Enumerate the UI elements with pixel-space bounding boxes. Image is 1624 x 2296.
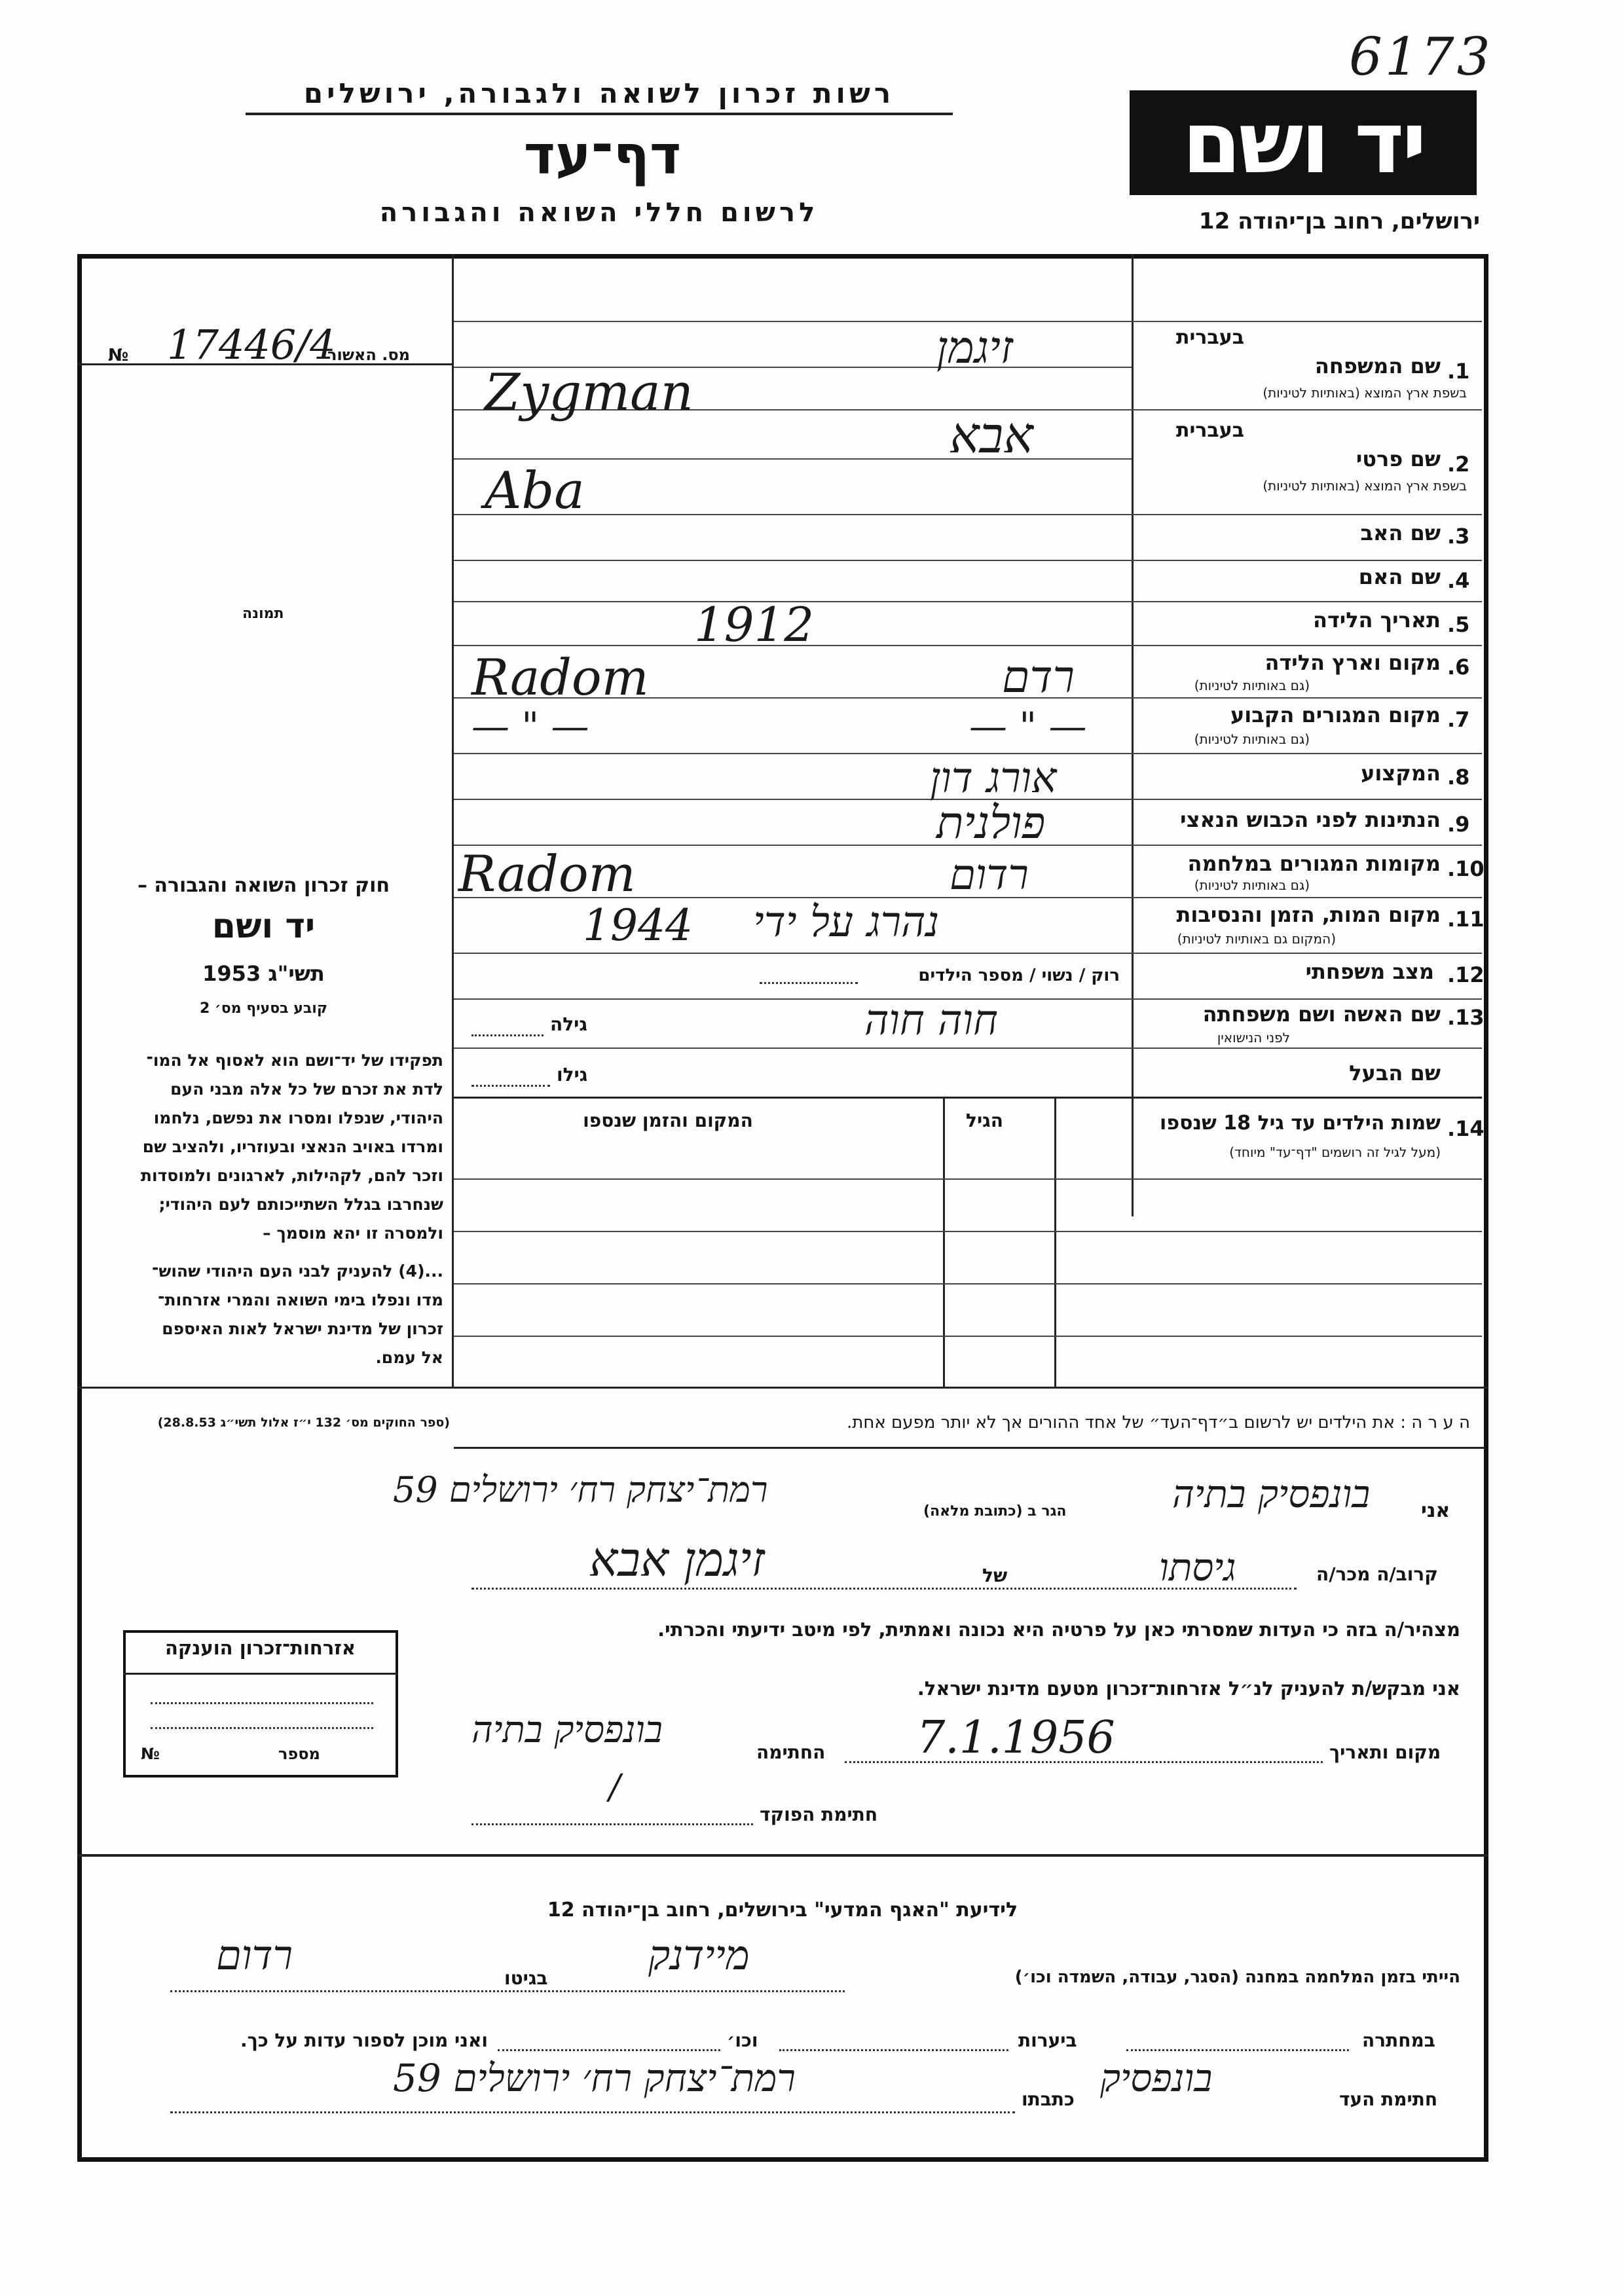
officer-dots [471, 1823, 753, 1825]
law-line: תפקידו של יד־ושם הוא לאסוף אל המו־ [146, 1051, 443, 1070]
citizenship-no-label: № [141, 1745, 160, 1763]
field-1-lang: בעברית [1176, 326, 1244, 349]
field-13-age-label: גילה [550, 1013, 587, 1035]
footer-title: לידיעת "האגף המדעי" בירושלים, רחוב בן־יהודה 12 [547, 1899, 1018, 1922]
field-11-number: 11. [1447, 907, 1485, 932]
serial-value: 17446/4 [167, 321, 336, 369]
officer-mark: / [609, 1768, 621, 1807]
field-10-value-latin: Radom [458, 845, 636, 903]
children-col-divider [1054, 1097, 1056, 1388]
field-9-number: 9. [1447, 812, 1470, 837]
field-2-number: 2. [1447, 452, 1470, 477]
citizenship-line [151, 1702, 373, 1704]
field-6-value-he: רדם [1002, 651, 1075, 703]
children-row [454, 1231, 1482, 1232]
law-line: ...(4) להעניק לבני העם היהודי שהוש־ [151, 1262, 443, 1281]
field-13-number: 13. [1447, 1005, 1485, 1030]
header-address: ירושלים, רחוב בן־יהודה 12 [1198, 208, 1480, 234]
resides-label: הגר ב (כתובת מלאה) [923, 1503, 1067, 1520]
field-14-number: 14. [1447, 1116, 1485, 1141]
children-note: ה ע ר ה : את הילדים יש לרשום ב״דף־העד״ של אחד ההורים אך לא יותר מפעם אחת. [846, 1413, 1470, 1432]
row-line [454, 514, 1482, 515]
law-line: וזכר להם, לקהילות, לארגונים ולמוסדות [140, 1166, 443, 1185]
field-2-lang: בעברית [1176, 419, 1244, 442]
field-2-label: שם פרטי [1356, 446, 1441, 471]
footer-ghetto-value: רדום [216, 1931, 293, 1979]
children-row [454, 1178, 1482, 1180]
field-13-age-dots [471, 1034, 544, 1036]
field-2-value-latin: Aba [485, 462, 585, 520]
row-line [454, 1097, 1482, 1099]
law-line: ומרדו באויב הנאצי ובעוזריו, ולהציב שם [142, 1137, 443, 1156]
field-10-number: 10. [1447, 856, 1485, 881]
law-line: שנחרבו בגלל השתייכותם לעם היהודי; [158, 1195, 443, 1214]
label-column-divider [1132, 254, 1134, 1216]
row-line [454, 601, 1482, 602]
yad-vashem-logo: יד ושם [1130, 90, 1477, 195]
relative-value: גיסתו [1159, 1545, 1236, 1590]
place-date-label: מקום ותאריך [1329, 1741, 1441, 1763]
field-8-number: 8. [1447, 765, 1470, 790]
institution-underline [246, 113, 953, 115]
law-line: זכרון של מדינת ישראל לאות האיספם [162, 1319, 443, 1338]
children-row [454, 1283, 1482, 1285]
footer-camp-label: הייתי בזמן המלחמה במחנה (הסגר, עבודה, השמדה וכו׳) [1014, 1967, 1460, 1987]
children-row [454, 1336, 1482, 1337]
serial-no-label: № [108, 346, 129, 365]
footer-underground-dots [1126, 2049, 1349, 2051]
field-10-sub: (גם באותיות לטיניות) [1194, 877, 1310, 893]
of-value: זיגמן אבא [589, 1532, 765, 1587]
footer-separator [77, 1854, 1488, 1857]
footer-etc-dots [498, 2049, 720, 2051]
field-7-value-he: — " — [969, 704, 1087, 748]
field-1-sub: בשפת ארץ המוצא (באותיות לטיניות) [1263, 385, 1467, 401]
field-11-value-year: 1944 [583, 900, 693, 951]
law-text [86, 1046, 443, 1372]
law-clause: קובע בסעיף מס׳ 2 [199, 1000, 328, 1017]
citizenship-box-rule [123, 1673, 398, 1675]
note-separator [454, 1447, 1485, 1449]
field-5-number: 5. [1447, 612, 1470, 637]
law-line: ולמסרה זו יהא מוסמך – [263, 1224, 443, 1243]
footer-underground-label: במחתרה [1362, 2030, 1435, 2051]
relative-dots [471, 1588, 1297, 1590]
form-title: דף־עד [523, 124, 682, 187]
institution-name: רשות זכרון לשואה ולגבורה, ירושלים [303, 77, 895, 109]
date-value: 7.1.1956 [917, 1712, 1115, 1764]
declarant-label: אני [1421, 1499, 1450, 1522]
row-line [454, 560, 1482, 561]
field-12-label: מצב משפחתי [1305, 959, 1434, 984]
children-col-age: הגיל [966, 1110, 1003, 1131]
field-11-value-he: נהרג על ידי [753, 898, 940, 947]
officer-signature-label: חתימת הפוקד [760, 1804, 878, 1825]
footer-line1-dots [170, 1990, 845, 1992]
field-2-value-he: אבא [950, 406, 1033, 464]
field-1-label: שם המשפחה [1314, 354, 1441, 378]
field-11-sub: (המקום גם באותיות לטיניות) [1177, 931, 1336, 947]
declaration-statement: מצהיר/ה בזה כי העדות שמסרתי כאן על פרטיה היא נכונה ואמתית, לפי מיטב ידיעתי והכרתי. [657, 1618, 1460, 1641]
row-line [454, 1048, 1482, 1049]
law-line: לדת את זכרם של כל אלה מבני העם [170, 1080, 443, 1099]
husband-age-dots [471, 1085, 550, 1087]
field-7-sub: (גם באותיות לטיניות) [1194, 731, 1310, 747]
field-6-number: 6. [1447, 655, 1470, 680]
field-9-label: הנתינות לפני הכבוש הנאצי [1180, 807, 1441, 832]
field-12-options: רוק / נשוי / מספר הילדים [918, 966, 1120, 985]
witness-dots [170, 2111, 1015, 2113]
field-7-label: מקום המגורים הקבוע [1230, 702, 1441, 727]
field-4-label: שם האם [1358, 564, 1441, 589]
field-14-label: שמות הילדים עד גיל 18 שנספו [1160, 1112, 1441, 1135]
field-1-value-latin: Zygman [485, 363, 693, 422]
footer-camp-value: מיידנק [648, 1931, 750, 1979]
field-1-value-he: זיגמן [936, 322, 1013, 374]
field-8-label: המקצוע [1361, 761, 1441, 786]
law-title: חוק זכרון השואה והגבורה – [137, 874, 390, 897]
signature-value: בונפסיק בתיה [471, 1709, 663, 1751]
field-5-value: 1912 [694, 597, 815, 652]
resides-value: רמת־יצחק רח׳ ירושלים 59 [393, 1469, 768, 1510]
archive-number: 6173 [1349, 26, 1493, 87]
field-13-value: חוה חוה [864, 996, 998, 1045]
witness-address-label: כתבתו [1022, 2088, 1075, 2110]
field-11-label: מקום המות, הזמן והנסיבות [1176, 902, 1441, 927]
footer-forests-dots [779, 2049, 1008, 2051]
citizenship-box-title: אזרחות־זכרון הוענקה [164, 1637, 356, 1659]
field-9-value: פולנית [936, 797, 1046, 849]
witness-signature-value: בונפסיק [1100, 2056, 1213, 2100]
children-col-divider [943, 1097, 945, 1388]
children-bottom [77, 1387, 1488, 1389]
field-7-number: 7. [1447, 707, 1470, 732]
footer-ghetto-label: בגיטו [504, 1967, 548, 1989]
field-13-label: שם האשה ושם משפחתה [1202, 1002, 1441, 1027]
form-subtitle: לרשום חללי השואה והגבורה [379, 198, 819, 228]
footer-forests-label: ביערות [1018, 2030, 1077, 2051]
field-6-sub: (גם באותיות לטיניות) [1194, 678, 1310, 693]
children-col-place: המקום והזמן שנספו [583, 1110, 753, 1131]
row-line [454, 645, 1482, 646]
field-8-value: אורג דון [930, 754, 1057, 803]
field-6-value-latin: Radom [471, 648, 649, 706]
row-line [454, 953, 1482, 954]
of-label: של [982, 1565, 1008, 1586]
field-12-number: 12. [1447, 962, 1485, 987]
field-6-label: מקום וארץ הלידה [1264, 650, 1441, 675]
photo-label: תמונה [242, 606, 284, 622]
law-source: (ספר החוקים מס׳ 132 י״ז אלול תשי״ג 28.8.53) [157, 1415, 450, 1430]
field-1-number: 1. [1447, 359, 1470, 384]
law-line: אל עמם. [375, 1348, 443, 1367]
law-line: מדו ונפלו בימי השואה והמרי אזרחות־ [158, 1290, 443, 1309]
field-2-sub: בשפת ארץ המוצא (באותיות לטיניות) [1263, 478, 1467, 494]
left-column-divider [452, 254, 454, 1387]
footer-etc-label: וכו׳ [727, 2030, 758, 2051]
declarant-name: בונפסיק בתיה [1172, 1472, 1371, 1516]
citizenship-line [151, 1727, 373, 1729]
witness-signature-label: חתימת העד [1339, 2088, 1438, 2110]
field-5-label: תאריך הלידה [1312, 608, 1441, 632]
field-7-value-latin: — " — [471, 704, 589, 748]
field-3-number: 3. [1447, 524, 1470, 549]
husband-label: שם הבעל [1349, 1061, 1441, 1085]
field-12-dots [760, 982, 858, 984]
law-name: יד ושם [212, 907, 316, 946]
footer-testify-line: ואני מוכן לספור עדות על כך. [240, 2030, 488, 2051]
signature-label: החתימה [756, 1741, 826, 1763]
husband-age-label: גילו [557, 1064, 588, 1085]
field-4-number: 4. [1447, 568, 1470, 593]
law-line: היהודי, שנפלו ומסרו את נפשם, נלחמו [153, 1108, 443, 1127]
field-10-label: מקומות המגורים במלחמה [1187, 851, 1441, 876]
field-13-sub: לפני הנישואין [1217, 1030, 1290, 1046]
law-year: תשי"ג 1953 [202, 961, 325, 986]
relative-label: קרוב/ה מכר/ה [1316, 1563, 1438, 1585]
field-10-value-he: רדום [950, 851, 1029, 900]
witness-address-value: רמת־יצחק רח׳ ירושלים 59 [393, 2056, 796, 2100]
field-3-label: שם האב [1360, 520, 1441, 545]
citizenship-request: אני מבקש/ת להעניק לנ״ל אזרחות־זכרון מטעם מדינת ישראל. [917, 1677, 1460, 1700]
citizenship-number-label: מספר [278, 1745, 320, 1763]
serial-label: מס. האשור [327, 346, 410, 364]
field-14-sub: (מעל לגיל זה רושמים "דף־עד" מיוחד) [1229, 1144, 1441, 1160]
